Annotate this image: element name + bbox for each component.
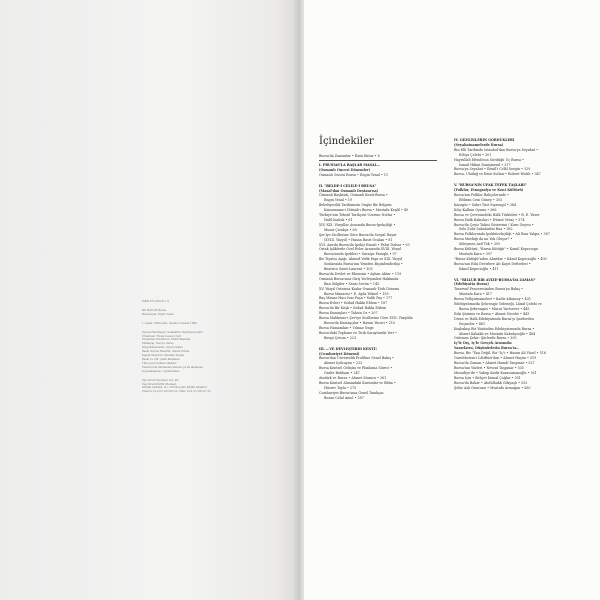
- imprint-line: Bir Metrolit Bursa: [142, 308, 167, 312]
- toc-entry: Gurubhetem-i Lâtiftüri'dan • Ahmet Haşim • 519: [454, 356, 537, 361]
- imprint-line: Dizgi/Düzenleme: Ayten Özkan: [142, 346, 183, 350]
- toc-section-heading: I. PRUSİAS'LA BAŞLAR MASAL...: [319, 162, 381, 167]
- imprint-line: Hazırlayan: Engin Yenal: [142, 312, 174, 316]
- toc-entry: Bursa'da Zamanlar • Emir Batur • 6: [319, 154, 380, 158]
- toc-entry: Bursa'nın Folklor Bahçelerinde •: [454, 193, 509, 198]
- toc-entry: Kılıç-Kalkan Oyunu • 366: [454, 207, 497, 212]
- toc-entry: Bursa'da Bahar • Abdülhakk Gökyaşlı • 553: [454, 380, 528, 385]
- left-page: [0, 0, 298, 600]
- imprint-line: ISBN 975-363-611-9: [142, 300, 169, 303]
- toc-entry: Bursa, Bir "Taşı Değil, Bir "İç"ı • Hasan Âli Yücel • 516: [454, 351, 546, 356]
- toc-section-subheading: (Cumhuriyet Dönemi): [319, 351, 360, 356]
- toc-entry: Kanunname-i Ihtisab-ı Bursa • Mustafa Keşfil • 49: [324, 208, 409, 213]
- toc-entry: Bursa ve Çevresindeki Halk Türküleri • R. E. Yüzer: [454, 212, 540, 217]
- toc-entry: Bursa'nın Yüzleri • Nevzat Taşpınar • 535: [454, 365, 524, 370]
- toc-entry: Bozan Celal Aniol • 287: [324, 395, 364, 400]
- toc-entry: Önder Bulduan • 247: [324, 371, 360, 376]
- toc-entry: Bursa İçin • Behçet Kemal Çağlar • 551: [454, 375, 521, 380]
- imprint-line: İstiklal Caddesi, No: 285 Beyoğlu 80050 İstanbul: [142, 386, 207, 390]
- toc-section-heading: II. "BELDE-İ CELİLE-İ BRUSA": [319, 183, 377, 188]
- toc-entry: Bursa'daki Tophane ve Tırık Saraytaraki Yeri •: [319, 330, 397, 335]
- toc-entry: Karagöz • Sabri Tüzt Siyavugil • 364: [454, 202, 516, 207]
- toc-entry: Belediyecilik Tarihimizin Öngür Bir Belgesi:: [319, 203, 393, 208]
- toc-entry: Engin Yenal • 19: [324, 198, 353, 203]
- toc-entry: Hüsrev Tayla • 275: [324, 385, 357, 390]
- toc-section-heading: VI. "BİLLÛR BİR ÂVİZE-BURSA'DA ZAMAN": [454, 277, 536, 282]
- toc-entry: Bazı Bilgiler • Sezai Sevim • 145: [324, 281, 380, 286]
- toc-entry: Edebiyatımızda Şehrengiz Geleneği, Lâmiî Çelebi ve: [454, 302, 542, 307]
- toc-entry: Mustafa Kara • 417: [459, 292, 493, 297]
- toc-entry: Evliya Çelebi • 301: [459, 152, 492, 157]
- toc-entry: Hayrullah Efendi'nin Gördüğü Üç Bursa •: [454, 157, 524, 162]
- toc-entry: Tasavvuf Penceresinden Bursa'ya Bakış •: [454, 287, 523, 292]
- toc-column-right: [454, 138, 586, 390]
- toc-entry: Atatürk ve Bursa • Ahmet Mumcu • 261: [319, 376, 387, 381]
- toc-entry: Bursa'da Zaman • Ahmet Hamdi Tanpınar • 527: [454, 360, 535, 365]
- toc-entry: Bursa'da Kumaşçılar • Hasan Yüceri • 215: [324, 321, 396, 325]
- imprint-line: Yazarın izni alınmadan kısmen ya da tamamen: [142, 365, 203, 369]
- imprint-line: Baskı ve Cilt: Şefik Matbaası: [142, 357, 180, 361]
- imprint-line: Yayına Hazırlayan: Selahattin Değirmencioğlu: [142, 330, 203, 334]
- book-gutter: [294, 0, 304, 600]
- toc-entry: Osmanlı Öncesi Bursa • Engin Yenal • 11: [319, 172, 389, 177]
- toc-section-subheading: (Osmanlı Öncesi Dönemler): [319, 167, 371, 172]
- toc-entry: Seçmeler • 461: [459, 321, 486, 326]
- toc-entry: Bursa Mahkeme-i Şer'iye Sicillerine Göre XVII. Yüzyılda: [319, 316, 413, 321]
- imprint-line: Yönetmen Yardımcısı: Melih Başaran: [142, 338, 191, 342]
- toc-entry: Murat Çizakça • 69: [324, 227, 357, 232]
- imprint-line: Kapak Tasarımı: Mustafa Doğan: [142, 354, 185, 358]
- toc-entry: Beatrice Saint-Laurent • 105: [324, 267, 373, 272]
- toc-entry: Bursa Evleri • Sedad Hakkı Eldem • 187: [319, 301, 388, 306]
- toc-entry: Osmanlı Bursa'sına Giriş Yerleşimleri Hakkında: [319, 276, 399, 281]
- toc-entry: Bursa'da Devlet ve Ekonomi • Ayhan Aktar • 119: [319, 271, 402, 276]
- toc-entry: Baş Mimar Hacı İvaz Paşa • Salih Paş • 177: [319, 296, 393, 301]
- toc-entry: Süleymen Arif Tek • 393: [459, 242, 501, 247]
- toc-entry: Şer'iye Sicillerine Göre Bursa'da Sosyal Hayat: [319, 232, 397, 237]
- toc-entry: Bursa Kentsel Gelişim ve Planlama Süreci •: [319, 366, 393, 371]
- toc-section-heading: IV. GEZGİNLERİN GÖRDÜKLERİ: [454, 138, 515, 142]
- toc-entry: Bursa'dan Ünverrelik Profiline Genel Bakış •: [319, 356, 395, 361]
- toc-entry: Özlemen Şehir: Şiirlerde Bursa • 395: [454, 336, 517, 341]
- toc-entry: Türkiye'nin Tekstil Tarihçesi Üzerine Notlar •: [319, 213, 396, 218]
- toc-rule: [319, 160, 437, 161]
- imprint-line: Telefon: (0-212) 293 08 24 - Faks: (0-212) 293 07 23: [142, 390, 211, 394]
- toc-entry: Cumhuriyet Bursa'sına Genel Tanıkçıa:: [319, 390, 385, 395]
- imprint-line: Tüm yayın hakları saklıdır.: [142, 361, 177, 365]
- toc-entry: Bursa, Uludağ ve Emir Sultan • Robert Walsh • 347: [454, 172, 541, 177]
- toc-entry: Ortak İşliklerde Özel Evler Arasında XVIII. Yüzyıl: [319, 247, 402, 252]
- toc-entry: Kâmil Kepecioğlu • 411: [459, 266, 499, 271]
- toc-column-left: [319, 154, 437, 401]
- toc-entry: XVI. Asırda Bursa'da İpekçi Esnafı • Fahri Dalsar • 93: [319, 242, 410, 247]
- toc-entry: Bengi Çetum • 223: [324, 335, 357, 340]
- toc-entry: "Bursa Kütüğü"nden Alıntılar • Kâmil Kepecioğlu • 400: [454, 256, 547, 261]
- imprint-line: 1. baskı: 3000 adet, İstanbul, Kasım 1996: [142, 321, 197, 325]
- toc-entry: Bursa Mutfağı da mı Yok Oluyor? •: [454, 237, 513, 242]
- toc-entry: XIV.-XIX. Yüzyıllar Arasında Bursa-İpekçiliği •: [319, 222, 396, 227]
- imprint-line: Yönetmen: Fırsat Gezen Lüvit: [142, 334, 182, 338]
- toc-title: İçindekiler: [319, 136, 374, 147]
- toc-section-heading: III. ...VE DEVLEŞTİRDİ KENTİ!: [319, 346, 377, 351]
- toc-entry: Bursa'nın Eski Devirlere Ait Kayıt Defterleri •: [454, 261, 531, 266]
- imprint-block: [142, 300, 262, 394]
- toc-section-subheading: Yazarların, Düşünürlerin Bursa'sı...: [454, 346, 520, 351]
- toc-entry: (XVIII. Yüzyıl) • Hasan Basri Öcalan • 81: [324, 237, 393, 242]
- toc-section-subheading: (Edebiyatta Bursa): [454, 282, 489, 287]
- toc-section-subheading: (Folklor, Etnografya ve Kent Kültürü): [454, 188, 524, 193]
- toc-entry: Bursa Kentsel Alanındaki Kurumlar ve Bilim •: [319, 380, 396, 385]
- toc-entry: Bir Tiyatro Aşığı: Ahmed Vefik Paşa ve XIX. Yüzyıl: [319, 257, 402, 262]
- toc-entry: Bursa Kumaşları • Tahsin Öz • 207: [319, 311, 378, 316]
- toc-entry: Bursa Folklorunda İpekböcekçiliği • Ali Rıza Yalgın • 387: [454, 232, 550, 237]
- toc-entry: XV. Yüzyıl Ortasına Kadar Osmanlı-Türk Dönemi: [319, 286, 400, 291]
- toc-entry: Mustafa Kara • 397: [459, 251, 493, 256]
- toc-entry: Bursa Şehrengizi • Murat Yurtsever • 445: [459, 307, 530, 311]
- toc-section-subheading: İç'le Dış, İç'le Gerçek Arasında:: [454, 341, 513, 346]
- toc-entry: Bursa'ya Seyahat • İbrail'i Celâl Sezgin • 329: [454, 167, 531, 172]
- toc-entry: Kuşbakışı Bir Yönünden Edebiyatımızda Bursa •: [454, 326, 535, 331]
- toc-entry: Eski Şiirimiz ve Bursa • Ahmet Necdet • 443: [454, 311, 530, 316]
- toc-section-subheading: (Masal'dan Osmanlı Destanı'na): [319, 188, 379, 193]
- toc-entry: Bursa Velhyatnameleri • Kadir Atlansoy • 431: [454, 297, 531, 302]
- imprint-line: Yapı Kredi Kültür Merkezi: [142, 382, 177, 386]
- toc-entry: Bursa'sında İpekleri • Suraiya Faroqhi • 97: [324, 252, 397, 257]
- toc-entry: Ismail Hikmi Danişmend • 317: [459, 162, 511, 167]
- imprint-line: Mizanpaj: Naciye Özbey: [142, 342, 174, 346]
- toc-entry: Muradiye'de • Yakup Kadri Karaosmanoğlu • 551: [454, 370, 537, 375]
- toc-entry: Divan ve Halk Edebiyatında Bursa'yı Şairlerden: [454, 316, 534, 321]
- toc-entry: Ahmet Kabaklı ve Mustafa Kabakçıoğlu • 484: [459, 331, 536, 336]
- toc-section-subheading: (Seyahatnamelerde Bursa): [454, 142, 504, 147]
- toc-entry: Efdiran Cem Güney • 355: [459, 197, 503, 202]
- toc-entry: Bursa'da Çeyiz Takisi Gösterimi / Kuru Geyesi •: [454, 222, 534, 227]
- toc-entry: Sonlarında Bursa'nın Yeniden Biçimlendirilişi •: [324, 262, 403, 267]
- imprint-line: Yapı Kredi Yayınları Ltd. Şti.: [142, 378, 180, 382]
- toc-entry: Ahmet İçelcayan • 233: [324, 361, 363, 366]
- toc-entry: Bursa Halk Rakısları • Hüsnü Ortaç • 374: [454, 217, 525, 222]
- toc-entry: Halil İnalcık • 61: [324, 217, 353, 222]
- toc-entry: Bursa'da Bir Köşk • Sedad Hakkı Eldem: [319, 306, 387, 311]
- toc-entry: Bursa Hamamları • Yılmaz Önge: [319, 325, 374, 330]
- imprint-line: Baskı Öncesi Hazırlık: Ahmet Erkan: [142, 350, 190, 354]
- toc-entry: Osmanlı Başkenti, Osmanlı Kenti-Bursa •: [319, 193, 388, 198]
- imprint-line: kopyalanamaz, çoğaltılamaz.: [142, 369, 180, 373]
- toc-entry: Bursa Mimarisi • E. Ayda Yüksel • 159: [324, 291, 389, 296]
- toc-entry: Selo Zuhr Sabahattin Rua • 382: [459, 227, 513, 232]
- toc-entry: Bursa Kültürü, "Bursa Kütüğü" • Kamil Kepeciogu: [454, 247, 538, 252]
- toc-entry: Şehir Aslı Onurunu • Mustafa Armağan • 560: [454, 385, 531, 390]
- toc-entry: Bin Elli Tarihinde İstanbul'dan Bursa'ya Seyahat •: [454, 147, 539, 152]
- toc-section-heading: V. "BURSA'NIN UFAK TEFEK TAŞLARI": [454, 183, 527, 188]
